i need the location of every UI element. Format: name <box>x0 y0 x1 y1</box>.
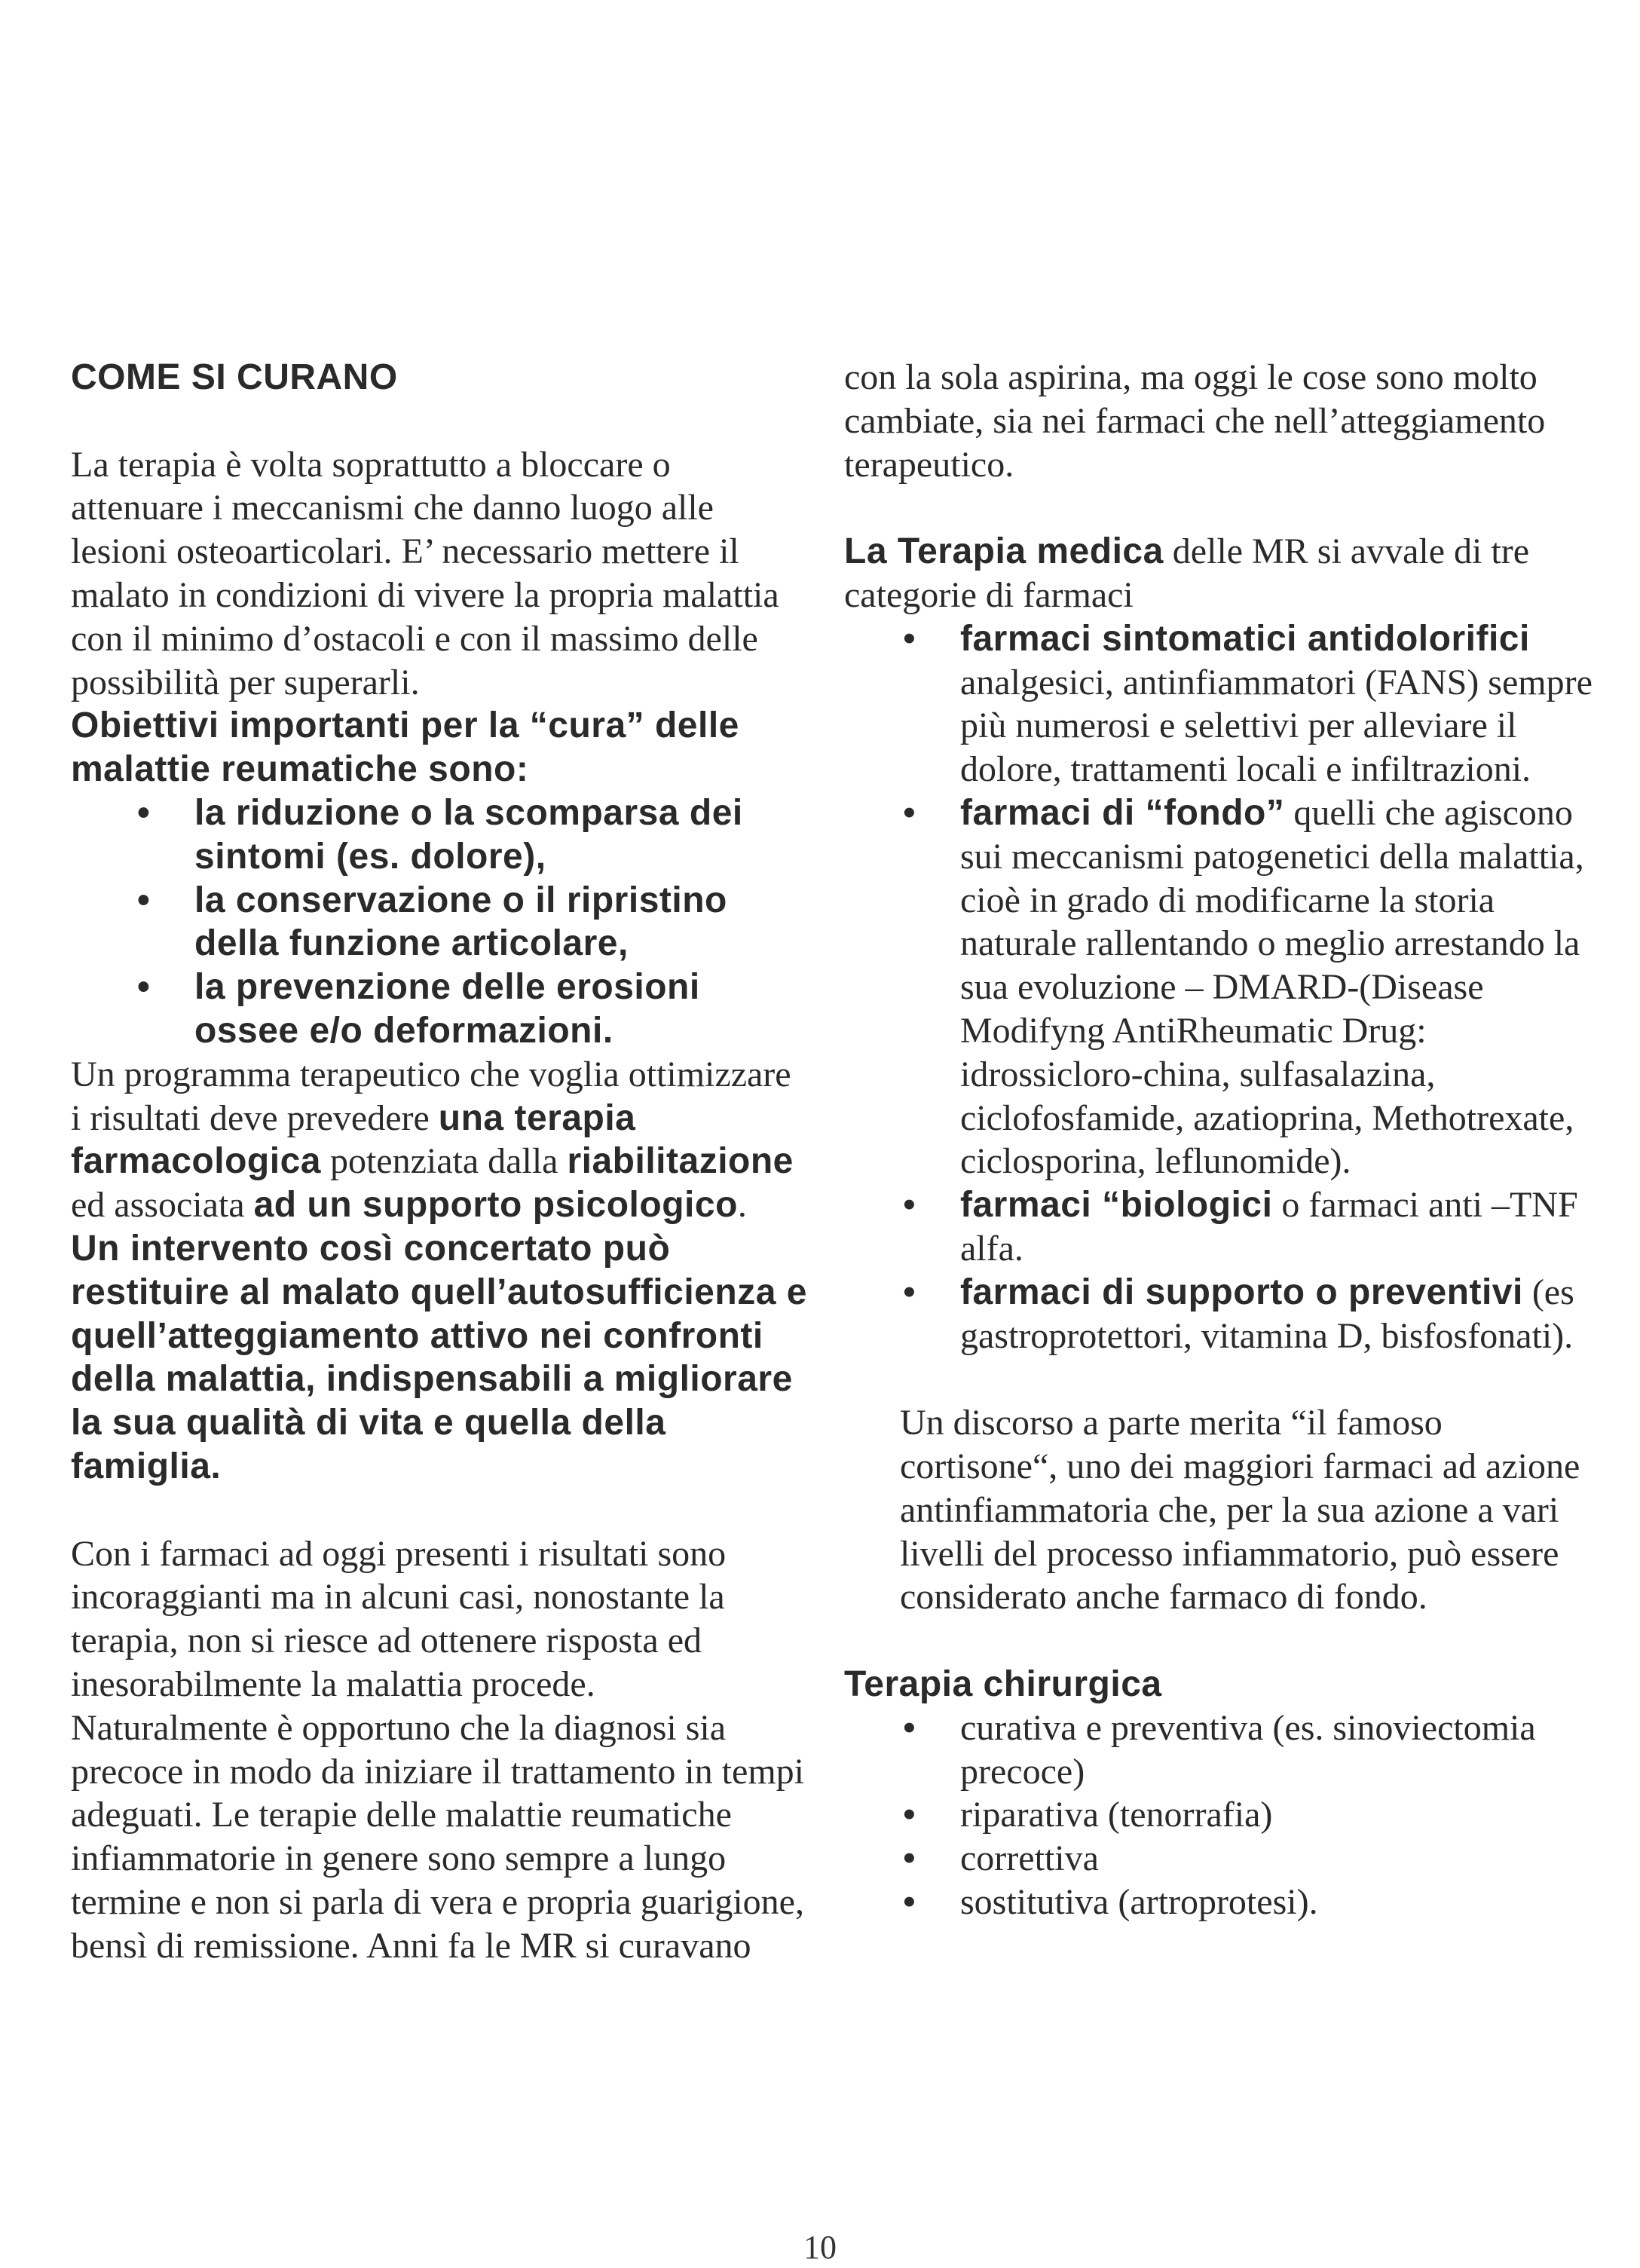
results-paragraph: Con i farmaci ad oggi presenti i risultati sono incoraggianti ma in alcuni casi, nonostante la terapia, non si riesce ad ottenere risposta ed inesorabilmente la malattia procede. <box>71 1533 727 1704</box>
medical-therapy-intro: La Terapia medica delle MR si avvale di tre categorie di farmaci <box>844 531 1529 615</box>
intervention-paragraph: Un intervento così concertato può restituire al malato quell’autosufficienza e quell’atteggiamento attivo nei confronti della malattia, indispensabili a migliorare la sua qualità di vita e quella della famiglia. <box>71 1228 807 1486</box>
surgery-heading: Terapia chirurgica <box>844 1664 1162 1704</box>
program-paragraph: Un programma terapeutico che voglia ottimizzare i risultati deve prevedere una terapia farmacologica potenziata dalla riabilitazione ed associata ad un supporto psicologico. <box>71 1054 794 1226</box>
section-heading: COME SI CURANO <box>71 357 398 397</box>
bullet-icon: • <box>903 792 916 833</box>
bullet-icon: • <box>903 1795 916 1835</box>
cortisone-paragraph: Un discorso a parte merita “il famoso cortisone“, uno dei maggiori farmaci ad azione antinfiammatoria che, per la sua azione a vari livelli del processo infiammatorio, può essere considerato anche farmaco di fondo. <box>900 1403 1580 1618</box>
list-item: • farmaci sintomatici antidolorifici analgesici, antinfiammatori (FANS) sempre più numerosi e selettivi per alleviare il dolore, trattamenti locali e infiltrazioni. <box>903 618 1593 790</box>
bullet-icon: • <box>903 1272 916 1312</box>
list-item: • correttiva <box>844 1837 1598 1881</box>
page-number: 10 <box>803 2229 837 2266</box>
objectives-intro: Obiettivi importanti per la “cura” delle malattie reumatiche sono: <box>71 705 739 790</box>
list-item: • la prevenzione delle erosioni ossee e/o deformazioni. <box>137 967 700 1051</box>
left-column <box>71 356 809 1967</box>
bullet-icon: • <box>903 618 916 659</box>
list-item: • riparativa (tenorrafia) <box>844 1793 1598 1837</box>
list-item: • farmaci “biologici o farmaci anti –TNF alfa. <box>903 1185 1578 1269</box>
bullet-icon: • <box>137 967 151 1008</box>
list-item: • sostitutiva (artroprotesi). <box>844 1881 1598 1924</box>
bullet-icon: • <box>903 1185 916 1226</box>
diagnosis-paragraph: Naturalmente è opportuno che la diagnosi sia precoce in modo da iniziare il trattamento in tempi adeguati. Le terapie delle malattie reumatiche infiammatorie in genere sono sempre a lungo termine e non si parla di vera e propria guarigione, bensì di remissione. Anni fa le MR si curavano <box>71 1707 804 1966</box>
list-item: • la conservazione o il ripristino della funzione articolare, <box>137 880 727 964</box>
list-item: • farmaci di supporto o preventivi (es gastroprotettori, vitamina D, bisfosfonati). <box>903 1272 1574 1356</box>
continuation-paragraph: con la sola aspirina, ma oggi le cose sono molto cambiate, sia nei farmaci che nell’atteggiamento terapeutico. <box>844 357 1546 485</box>
bullet-icon: • <box>137 792 151 833</box>
list-item: • farmaci di “fondo” quelli che agiscono sui meccanismi patogenetici della malattia, cioè in grado di modificarne la storia naturale rallentando o meglio arrestando la sua evoluzione – DMARD-(Disease Modifyng AntiRheumatic Drug: idrossicloro-china, sulfasalazina, ciclofosfamide, azatioprina, Methotrexate, ciclosporina, leflunomide). <box>903 792 1584 1182</box>
objectives-list <box>71 791 809 1053</box>
bullet-icon: • <box>903 1881 916 1922</box>
bullet-icon: • <box>137 880 151 920</box>
bullet-icon: • <box>903 1838 916 1879</box>
surgery-list <box>844 1706 1598 1924</box>
bullet-icon: • <box>903 1707 916 1748</box>
drug-categories-list <box>844 617 1598 1358</box>
list-item: • la riduzione o la scomparsa dei sintomi (es. dolore), <box>137 792 743 877</box>
intro-paragraph: La terapia è volta soprattutto a bloccare o attenuare i meccanismi che danno luogo alle lesioni osteoarticolari. E’ necessario mettere il malato in condizioni di vivere la propria malattia con il minimo d’ostacoli e con il massimo delle possibilità per superarli. <box>71 444 779 702</box>
list-item: • curativa e preventiva (es. sinoviectomia precoce) <box>903 1707 1536 1792</box>
right-column <box>844 356 1598 1924</box>
